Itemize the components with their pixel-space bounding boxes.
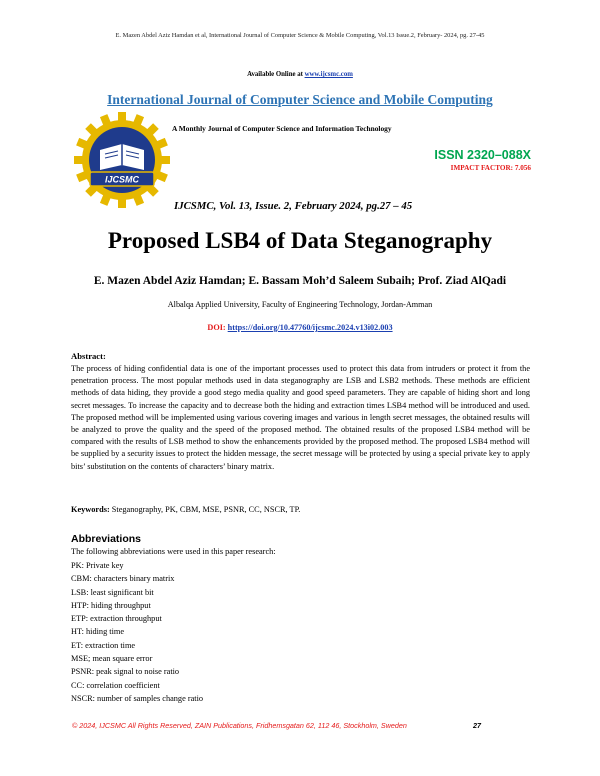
- list-item: ET: extraction time: [71, 640, 136, 650]
- list-item: MSE; mean square error: [71, 654, 153, 664]
- list-item: PK: Private key: [71, 561, 124, 570]
- journal-name[interactable]: International Journal of Computer Science and Mobile Computing: [107, 92, 493, 107]
- list-item: LSB: least significant bit: [71, 587, 154, 597]
- citation-line: IJCSMC, Vol. 13, Issue. 2, February 2024, pg.27 – 45: [174, 200, 413, 212]
- list-item: HT: hiding time: [71, 627, 125, 637]
- list-item: CC: correlation coefficient: [71, 680, 160, 690]
- list-item: NSCR: number of samples change ratio: [71, 693, 204, 703]
- issn-number: ISSN 2320–088X: [434, 148, 531, 162]
- doi-link[interactable]: https://doi.org/10.47760/ijcsmc.2024.v13i02.003: [227, 323, 393, 332]
- available-online-label: Available Online at: [247, 71, 305, 78]
- abstract-heading: Abstract:: [71, 351, 106, 361]
- affiliation: Albalqa Applied University, Faculty of Engineering Technology, Jordan-Amman: [167, 300, 433, 309]
- page-number: 27: [473, 721, 481, 730]
- available-online: [0, 71, 600, 78]
- list-item: HTP: hiding throughput: [71, 600, 151, 610]
- abbreviations-list: [71, 559, 203, 705]
- keywords-label: Keywords:: [71, 505, 110, 514]
- list-item: ETP: extraction throughput: [71, 614, 162, 624]
- running-head: E. Mazen Abdel Aziz Hamdan et al, International Journal of Computer Science & Mobile Computing, Vol.13 Issue.2, February- 2024, pg. 27-45: [115, 32, 485, 39]
- doi-line: [0, 323, 600, 332]
- paper-title: Proposed LSB4 of Data Steganography: [107, 228, 493, 253]
- impact-factor: IMPACT FACTOR: 7.056: [450, 164, 531, 172]
- footer-copyright: © 2024, IJCSMC All Rights Reserved, ZAIN Publications, Fridhemsgatan 62, 112 46, Stockholm, Sweden: [72, 721, 407, 730]
- doi-label: DOI:: [207, 323, 228, 332]
- abbreviations-intro: The following abbreviations were used in this paper research:: [71, 547, 276, 556]
- logo-text: IJCSMC: [104, 174, 140, 185]
- authors: E. Mazen Abdel Aziz Hamdan; E. Bassam Moh’d Saleem Subaih; Prof. Ziad AlQadi: [93, 275, 507, 287]
- abbreviations-heading: Abbreviations: [71, 533, 142, 545]
- ijcsmc-logo: [72, 110, 172, 210]
- journal-website-link[interactable]: www.ijcsmc.com: [304, 71, 353, 78]
- abstract-text: The process of hiding confidential data is one of the important processes used to protect this data from intruders or protect it from the penetration process. The most popular methods used in data steganography are LSB and LSB2 methods. These methods are efficient methods of data hiding, they provide a good stego media quality and good speed parameters. They are capable of hiding short and long secret messages. To increase the capacity and to decrease both the hiding and extraction times LSB4 method will be introduced and used. The proposed method will be implemented using various covering images and various in length secret messages, the obtained results will be analyzed to prove the quality and the speed of the proposed method. The obtained results of the proposed LSB4 method will be compared with the results of LSB method to show the enhancements provided by the proposed method. The proposed LSB4 method will be supplied by a security issues to protect the hidden message, the secret message will be protected by using a special private key to apply bits’ substitution on the contents of characters’ binary matrix.: [71, 364, 530, 471]
- journal-tagline: A Monthly Journal of Computer Science and Information Technology: [172, 124, 392, 133]
- list-item: CBM: characters binary matrix: [71, 574, 175, 584]
- keywords-text: Steganography, PK, CBM, MSE, PSNR, CC, NSCR, TP.: [109, 505, 301, 514]
- list-item: PSNR: peak signal to noise ratio: [71, 667, 180, 677]
- keywords: [71, 505, 530, 514]
